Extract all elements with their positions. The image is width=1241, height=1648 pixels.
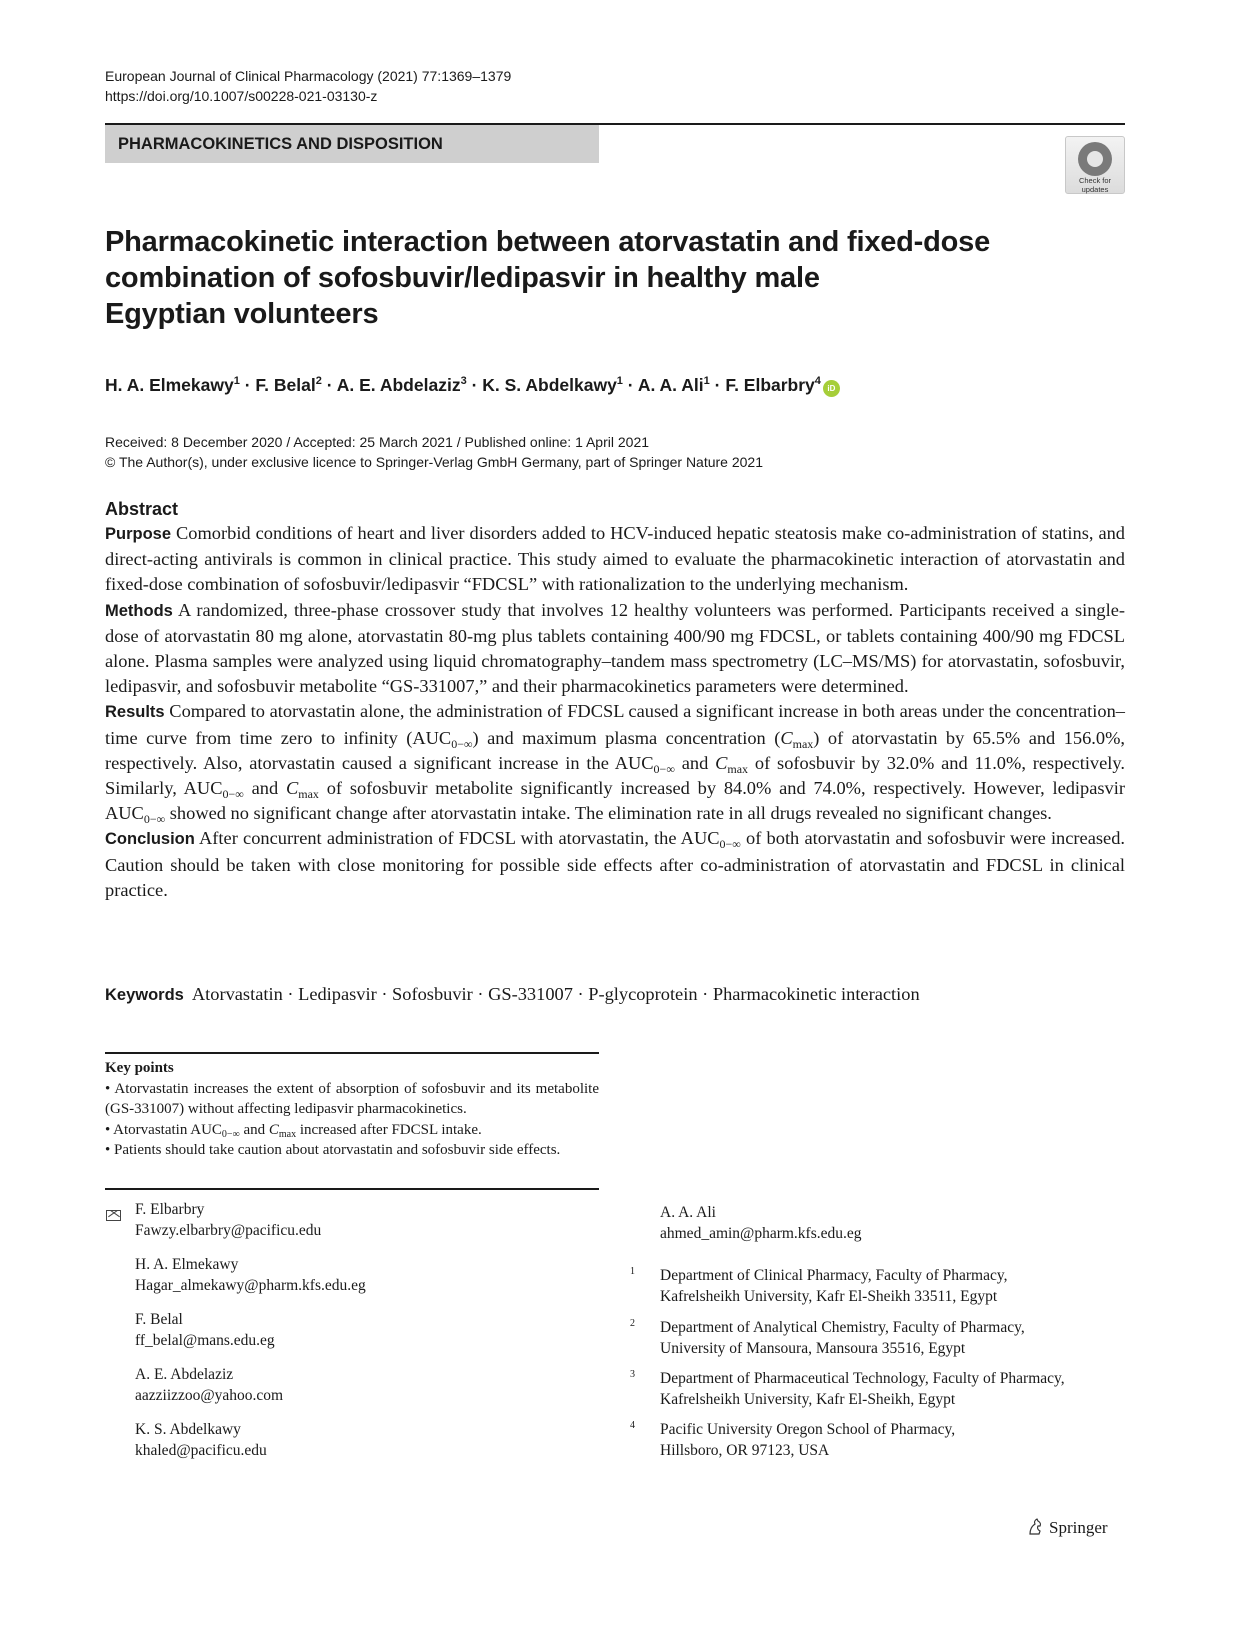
author-affiliation-ref: 2 <box>315 375 322 387</box>
author-separator: · <box>622 374 638 395</box>
author-contact <box>135 1365 283 1406</box>
title-line-2: combination of sofosbuvir/ledipasvir in healthy male <box>105 262 820 294</box>
max-subscript: max <box>298 787 319 802</box>
contact-email[interactable]: ahmed_amin@pharm.kfs.edu.eg <box>660 1224 862 1242</box>
affiliation-line: Kafrelsheikh University, Kafr El-Sheikh, Egypt <box>660 1390 956 1408</box>
cmax-symbol: C <box>285 778 299 799</box>
results-text: Compared to atorvastatin alone, the administration of FDCSL caused a significant increase in both areas under the concentration–time curve from time zero to infinity (AUC <box>105 701 1125 748</box>
author-separator: · <box>239 374 256 395</box>
publisher-logo <box>1026 1516 1108 1540</box>
author-affiliation-ref: 3 <box>460 375 467 387</box>
key-points-box <box>105 1058 599 1161</box>
key-point-item: • Atorvastatin increases the extent of absorption of sofosbuvir and its metabolite (GS-331007) without affecting ledipasvir pharmacokinetics. <box>105 1080 599 1117</box>
orcid-icon[interactable]: iD <box>823 380 840 397</box>
journal-header <box>105 66 511 106</box>
author-name[interactable]: K. S. Abdelkawy <box>482 374 617 395</box>
affiliation <box>630 1318 1025 1359</box>
key-point-item: • Patients should take caution about atorvastatin and sofosbuvir side effects. <box>105 1142 561 1158</box>
auc-subscript: 0−∞ <box>719 837 741 852</box>
article-title <box>105 224 1005 332</box>
contact-email[interactable]: Fawzy.elbarbry@pacificu.edu <box>135 1221 322 1239</box>
corresponding-author <box>135 1200 321 1241</box>
received-accepted-published: Received: 8 December 2020 / Accepted: 25 March 2021 / Published online: 1 April 2021 <box>105 434 650 450</box>
cmax-symbol: C <box>780 727 793 748</box>
auc-subscript: 0−∞ <box>222 787 244 802</box>
contact-name: F. Belal <box>135 1311 183 1328</box>
results-text: and <box>243 778 286 799</box>
author-contact <box>660 1203 862 1244</box>
journal-citation: European Journal of Clinical Pharmacology (2021) 77:1369–1379 <box>105 68 512 84</box>
author-affiliation-ref: 4 <box>814 375 821 387</box>
methods-text: A randomized, three-phase crossover study that involves 12 healthy volunteers was performed. Participants received a single-dose of atorvastatin 80 mg alone, atorvastatin 80-mg plus tablets containing 400/90 mg FDCSL, or tablets containing 400/90 mg FDCSL alone. Plasma samples were analyzed using liquid chromatography–tandem mass spectrometry (LC–MS/MS) for atorvastatin, sofosbuvir, ledipasvir, and sofosbuvir metabolite “GS-331007,” and their pharmacokinetics parameters were determined. <box>105 599 1125 697</box>
methods-label: Methods <box>105 601 173 620</box>
affiliation-number: 4 <box>630 1420 635 1431</box>
key-point-text: increased after FDCSL intake. <box>296 1121 482 1138</box>
check-updates-label-1: Check for <box>1078 176 1112 185</box>
abstract-purpose <box>105 521 1125 598</box>
auc-subscript: 0−∞ <box>143 812 166 827</box>
key-point-text: and <box>239 1121 269 1138</box>
affiliation-line: Kafrelsheikh University, Kafr El-Sheikh 33511, Egypt <box>660 1287 998 1305</box>
affiliation-line: University of Mansoura, Mansoura 35516, Egypt <box>660 1339 966 1357</box>
title-line-3: Egyptian volunteers <box>105 298 379 330</box>
affiliation-number: 3 <box>630 1369 635 1380</box>
affiliation <box>630 1369 1065 1410</box>
keywords-text: Atorvastatin · Ledipasvir · Sofosbuvir · GS-331007 · P-glycoprotein · Pharmacokinetic interaction <box>191 984 920 1004</box>
author-affiliation-ref: 1 <box>616 375 623 387</box>
cmax-symbol: C <box>268 1121 279 1138</box>
max-subscript: max <box>727 761 749 776</box>
key-point-item <box>105 1120 599 1141</box>
author-separator: · <box>466 374 483 395</box>
contact-name: A. E. Abdelaziz <box>135 1366 234 1383</box>
conclusion-label: Conclusion <box>105 830 195 849</box>
author-contact <box>135 1310 275 1351</box>
conclusion-text: After concurrent administration of FDCSL with atorvastatin, the AUC <box>199 828 720 849</box>
contact-email[interactable]: khaled@pacificu.edu <box>135 1441 267 1459</box>
abstract-body <box>105 521 1125 903</box>
results-text: ) of atorvastatin by 65.5% and 156.0%, respectively. Also, atorvastatin caused a significant increase in the AUC <box>105 727 1125 773</box>
contact-name: K. S. Abdelkawy <box>135 1421 241 1438</box>
check-for-updates-badge[interactable] <box>1065 136 1125 194</box>
affiliation-line: Department of Analytical Chemistry, Faculty of Pharmacy, <box>660 1319 1025 1336</box>
section-label: PHARMACOKINETICS AND DISPOSITION <box>105 125 599 163</box>
abstract-conclusion <box>105 826 1125 903</box>
check-updates-icon <box>1078 142 1112 176</box>
author-affiliation-ref: 1 <box>233 375 240 387</box>
purpose-label: Purpose <box>105 525 172 543</box>
envelope-icon <box>106 1210 121 1221</box>
abstract-heading: Abstract <box>105 499 179 519</box>
purpose-text: Comorbid conditions of heart and liver disorders added to HCV-induced hepatic steatosis make co-administration of statins, and direct-acting antivirals is common in clinical practice. This study aimed to evaluate the pharmacokinetic interaction of atorvastatin and fixed-dose combination of sofosbuvir/ledipasvir “FDCSL” with rationalization to the underlying mechanism. <box>105 523 1125 595</box>
affiliation <box>630 1266 1008 1307</box>
key-points-bottom-rule <box>105 1188 599 1190</box>
auc-subscript: 0−∞ <box>221 1128 240 1140</box>
abstract-results <box>105 699 1125 826</box>
cmax-symbol: C <box>715 752 728 773</box>
author-separator: · <box>709 374 726 395</box>
contact-name: A. A. Ali <box>660 1204 716 1221</box>
author-name[interactable]: F. Elbarbry <box>725 374 815 395</box>
affiliation-line: Department of Pharmaceutical Technology, Faculty of Pharmacy, <box>660 1370 1065 1387</box>
results-text: of sofosbuvir metabolite significantly increased by 84.0% and 74.0%, respectively. However, ledipasvir AUC <box>105 778 1125 824</box>
keywords <box>105 982 920 1007</box>
contact-email[interactable]: aazziizzoo@yahoo.com <box>135 1386 284 1404</box>
affiliation-line: Department of Clinical Pharmacy, Faculty of Pharmacy, <box>660 1267 1008 1284</box>
doi-link[interactable]: https://doi.org/10.1007/s00228-021-03130-z <box>105 88 378 104</box>
auc-subscript: 0−∞ <box>451 736 473 751</box>
key-points-heading: Key points <box>105 1060 174 1076</box>
results-text: ) and maximum plasma concentration ( <box>472 727 781 748</box>
affiliation-number: 2 <box>630 1318 635 1329</box>
results-text: showed no significant change after atorvastatin intake. The elimination rate in all drugs revealed no significant changes. <box>165 803 1052 824</box>
affiliation-line: Hillsboro, OR 97123, USA <box>660 1441 830 1459</box>
results-text: of sofosbuvir by 32.0% and 11.0%, respectively. Similarly, AUC <box>105 752 1125 799</box>
author-name[interactable]: F. Belal <box>255 374 316 395</box>
max-subscript: max <box>278 1128 297 1140</box>
contact-name: H. A. Elmekawy <box>135 1256 239 1273</box>
auc-subscript: 0−∞ <box>653 761 675 776</box>
publisher-name: Springer <box>1049 1518 1108 1537</box>
contact-name: F. Elbarbry <box>135 1201 205 1218</box>
abstract-methods <box>105 598 1125 700</box>
author-affiliation-ref: 1 <box>703 375 710 387</box>
contact-email[interactable]: ff_belal@mans.edu.eg <box>135 1331 275 1349</box>
key-point-text: • Atorvastatin AUC <box>105 1121 222 1138</box>
title-line-1: Pharmacokinetic interaction between atorvastatin and fixed-dose <box>105 226 991 258</box>
results-text: and <box>674 752 716 773</box>
conclusion-text: of both atorvastatin and sofosbuvir were increased. Caution should be taken with close monitoring for possible side effects after co-administration of atorvastatin and FDCSL in clinical practice. <box>105 828 1125 900</box>
results-label: Results <box>105 703 165 722</box>
author-contact <box>135 1420 267 1461</box>
author-name[interactable]: H. A. Elmekawy <box>105 374 234 395</box>
max-subscript: max <box>792 736 814 751</box>
affiliation-number: 1 <box>630 1266 635 1277</box>
author-list <box>105 369 840 397</box>
copyright-line: © The Author(s), under exclusive licence to Springer-Verlag GmbH Germany, part of Springer Nature 2021 <box>105 454 763 470</box>
keywords-label: Keywords <box>105 986 184 1004</box>
author-name[interactable]: A. E. Abdelaziz <box>336 374 461 395</box>
affiliation <box>630 1420 955 1461</box>
springer-horse-icon <box>1026 1518 1044 1536</box>
author-separator: · <box>321 374 337 395</box>
affiliation-line: Pacific University Oregon School of Pharmacy, <box>660 1421 956 1438</box>
author-contact <box>135 1255 366 1296</box>
key-points-top-rule <box>105 1052 599 1054</box>
publication-dates <box>105 432 763 472</box>
author-name[interactable]: A. A. Ali <box>637 374 704 395</box>
check-updates-label-2: updates <box>1081 185 1109 194</box>
contact-email[interactable]: Hagar_almekawy@pharm.kfs.edu.eg <box>135 1276 366 1294</box>
